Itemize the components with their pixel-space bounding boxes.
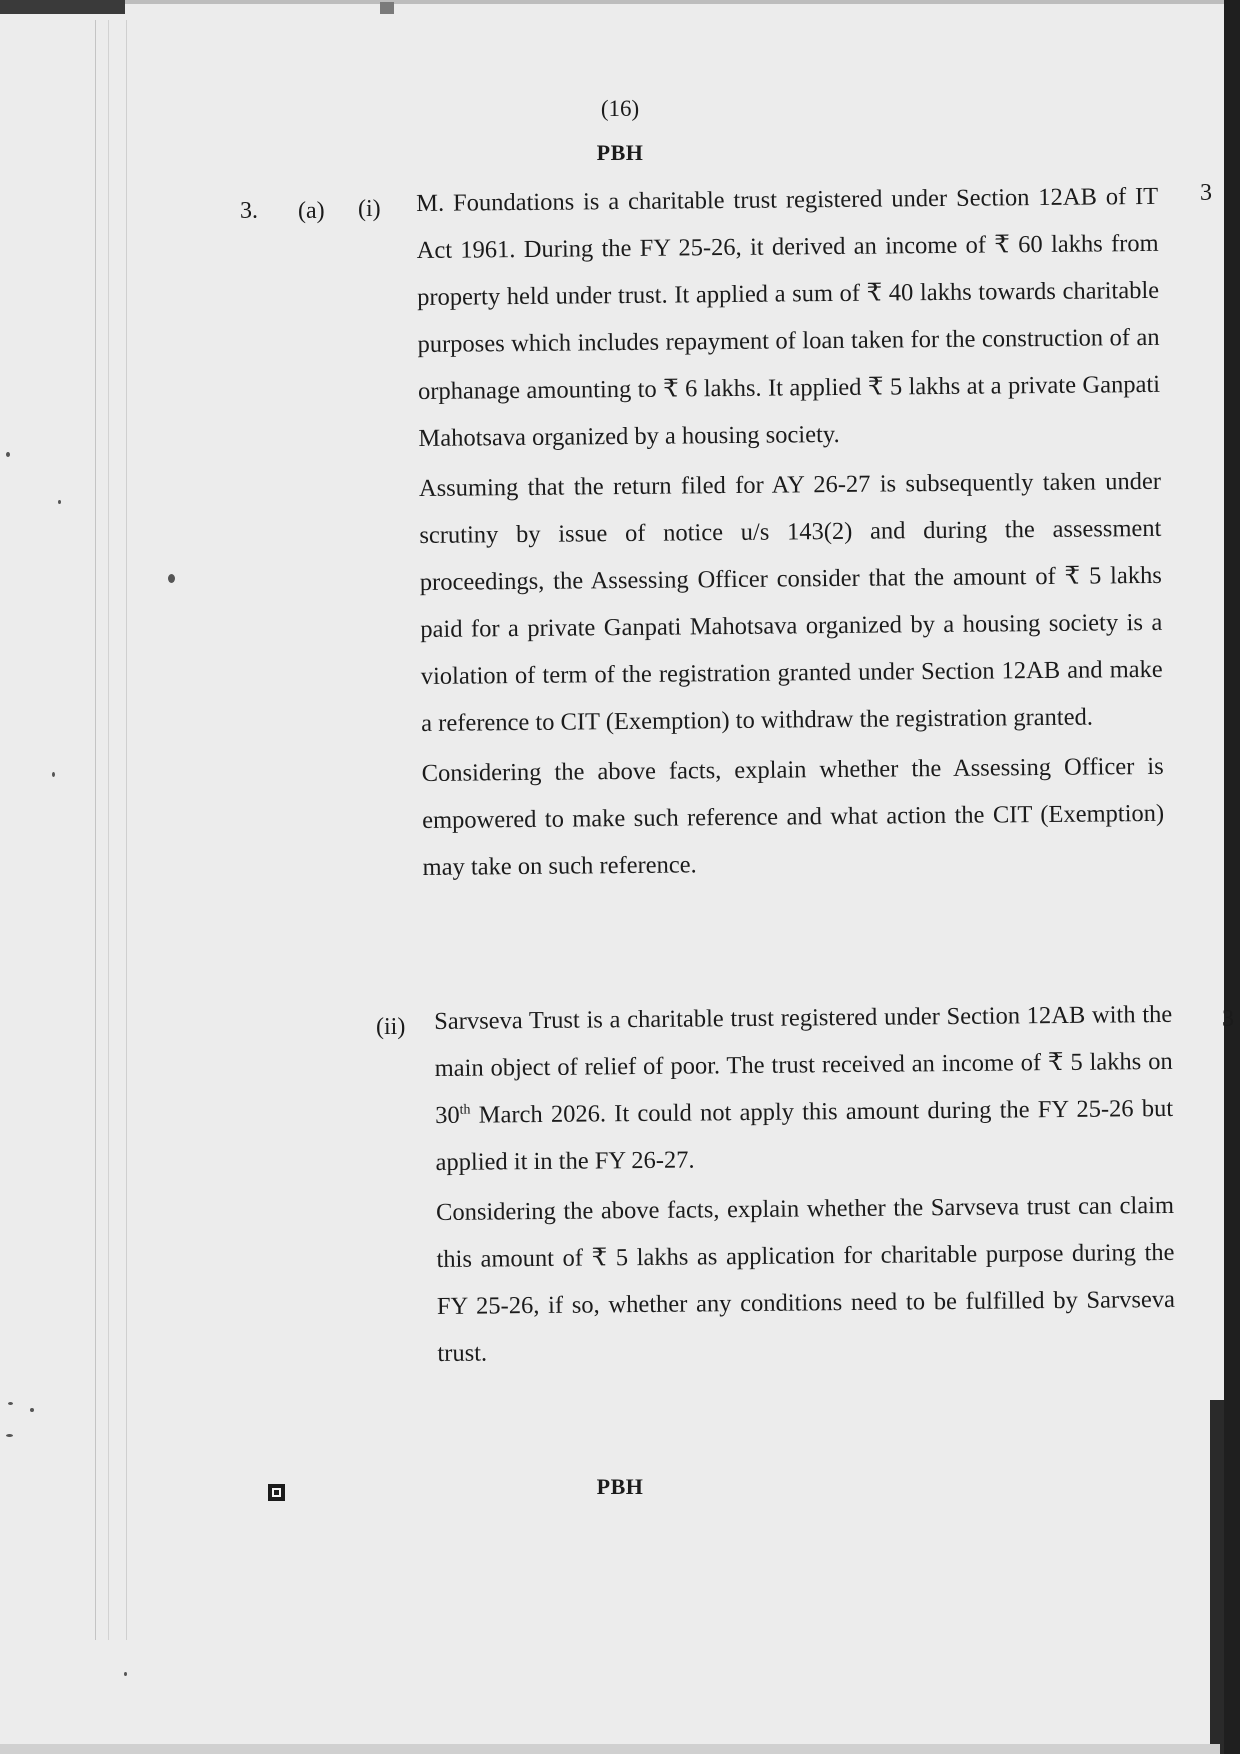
page-number: (16) [600,96,640,121]
subquestion-i-marks: 3 [1200,180,1212,206]
scan-speck [124,1672,127,1676]
subquestion-ii-facts-text-cont: March 2026. It could not apply this amount during the FY 25-26 but applied it in the FY 26-27. [435,1094,1174,1176]
paper-code-header: PBH [596,140,644,165]
page-stack-edge [95,20,127,1640]
question-number: 3. [240,198,258,224]
scan-speck [8,1402,13,1405]
subquestion-ii-label: (ii) [376,1014,406,1040]
staple-mark [380,2,394,14]
subquestion-ii-marks: 3 [1222,1006,1234,1032]
scan-edge-bottom [0,1744,1220,1754]
scan-edge-top [0,0,125,14]
page-stack-edge-line [108,20,109,1640]
scan-shadow-right [1210,1400,1224,1754]
ordinal-suffix: th [459,1102,471,1118]
scan-edge-top-light [125,0,1235,4]
subquestion-i-facts: M. Foundations is a charitable trust registered under Section 12AB of IT Act 1961. During the FY 25-26, it derived an income of ₹ 60 lakhs from property held under trust. It applied a sum of ₹ 40 lakhs towards charitable purposes which includes repayment of loan taken for the construction of an orphanage amounting to ₹ 6 lakhs. It applied ₹ 5 lakhs at a private Ganpati Mahotsava organized by a housing society. [416,182,1161,452]
scan-speck [52,772,55,777]
subquestion-i-scenario: Assuming that the return filed for AY 26-27 is subsequently taken under scrutiny by issue of notice u/s 143(2) and during the assessment proceedings, the Assessing Officer consider that the amount of ₹ 5 lakhs paid for a private Ganpati Mahotsava organized by a housing society is a violation of term of the registration granted under Section 12AB and make a reference to CIT (Exemption) to withdraw the registration granted. [418,467,1163,737]
scan-speck [168,574,175,583]
scan-speck [6,452,10,457]
subquestion-i-body [416,173,1165,891]
scan-speck [58,500,61,504]
question-part-label: (a) [298,198,325,224]
scan-speck [30,1408,34,1412]
subquestion-ii-facts [434,991,1174,1186]
scan-speck [6,1434,13,1437]
subquestion-ii-facts-text: Sarvseva Trust is a charitable trust registered under Section 12AB with the main object of relief of poor. The trust received an income of ₹ 5 lakhs on 30 [434,1000,1173,1129]
subquestion-i-question: Considering the above facts, explain whether the Assessing Officer is empowered to make such reference and what action the CIT (Exemption) may take on such reference. [421,752,1165,881]
paper-code-footer: PBH [596,1474,644,1499]
subquestion-ii-body [434,991,1176,1377]
subquestion-i-label: (i) [358,196,381,222]
subquestion-ii-question: Considering the above facts, explain whether the Sarvseva trust can claim this amount of ₹ 5 lakhs as application for charitable purpose during the FY 25-26, if so, whether any conditions need to be fulfilled by Sarvseva trust. [435,1191,1176,1367]
